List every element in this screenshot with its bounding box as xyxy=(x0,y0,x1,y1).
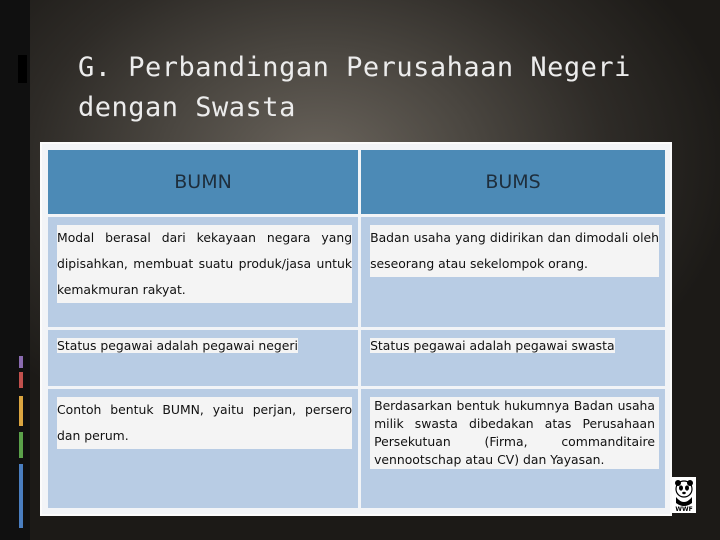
bums-status-text: Status pegawai adalah pegawai swasta xyxy=(370,338,615,353)
table-cell xyxy=(361,217,665,327)
table-row xyxy=(48,217,665,327)
side-mark-gold xyxy=(19,396,23,426)
table-cell xyxy=(48,330,358,386)
bumn-status-text: Status pegawai adalah pegawai negeri xyxy=(57,338,298,353)
slide-title: G. Perbandingan Perusahaan Negeri dengan Swasta xyxy=(78,52,631,123)
side-mark-red xyxy=(19,372,23,388)
side-mark-blue xyxy=(19,464,23,528)
comparison-table xyxy=(45,147,668,511)
table-row xyxy=(48,389,665,508)
title-accent-bar xyxy=(18,55,27,83)
table-row xyxy=(48,330,665,386)
table-cell xyxy=(48,389,358,508)
wwf-panda-graphic xyxy=(672,477,696,513)
table-cell xyxy=(48,217,358,327)
wwf-panda-icon xyxy=(672,477,696,513)
table-cell xyxy=(361,330,665,386)
bumn-example-text: Contoh bentuk BUMN, yaitu perjan, persero dan perum. xyxy=(57,397,352,449)
header-bumn: BUMN xyxy=(48,150,358,214)
bumn-definition-text: Modal berasal dari kekayaan negara yang dipisahkan, membuat suatu produk/jasa untuk kemakmuran rakyat. xyxy=(57,225,352,303)
header-bums: BUMS xyxy=(361,150,665,214)
table-header-row xyxy=(48,150,665,214)
comparison-table-frame xyxy=(40,142,672,516)
side-mark-green xyxy=(19,432,23,458)
svg-text:WWF: WWF xyxy=(675,506,693,513)
bums-example-text: Berdasarkan bentuk hukumnya Badan usaha milik swasta dibedakan atas Perusahaan Persekutuan (Firma, commanditaire vennootschap atau CV) dan Yayasan. xyxy=(370,397,659,469)
bums-definition-text: Badan usaha yang didirikan dan dimodali oleh seseorang atau sekelompok orang. xyxy=(370,225,659,277)
side-mark-purple xyxy=(19,356,23,368)
table-cell xyxy=(361,389,665,508)
